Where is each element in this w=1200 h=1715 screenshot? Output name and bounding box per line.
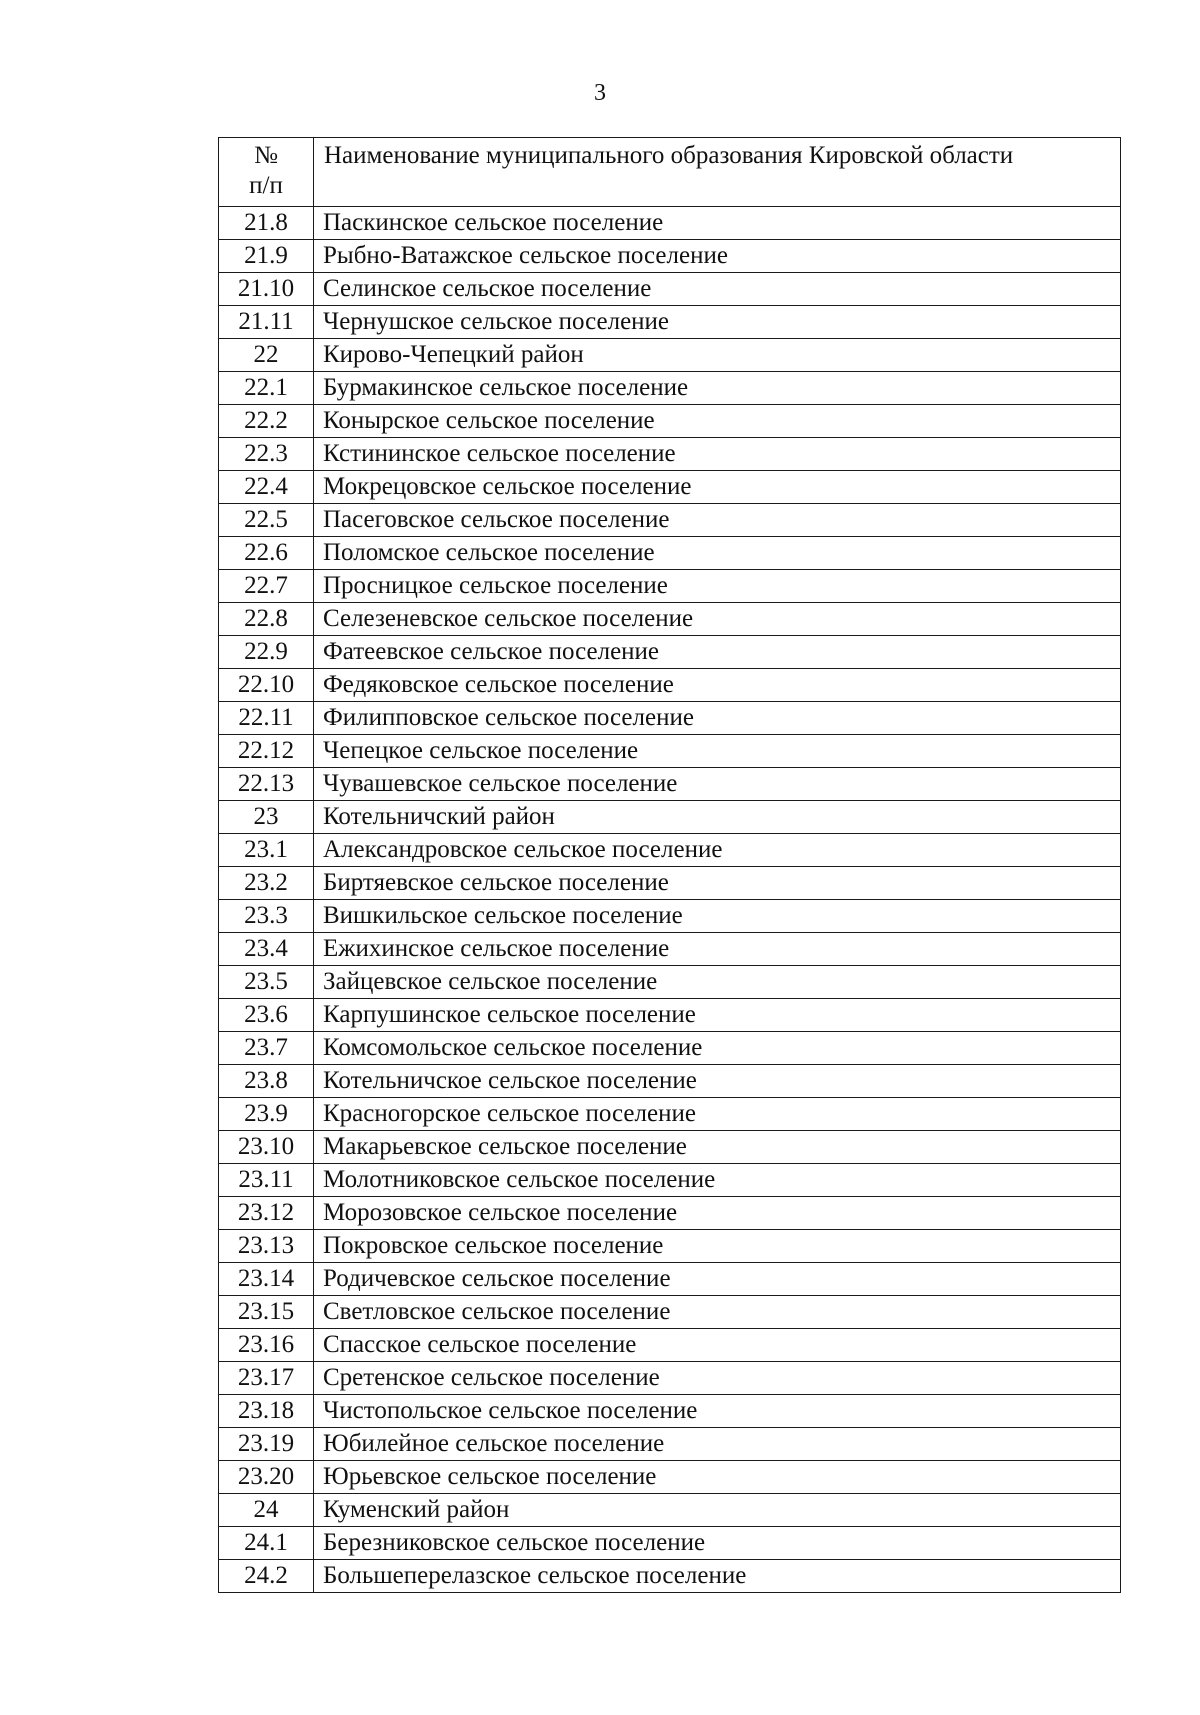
row-number: 23.6 — [219, 999, 314, 1032]
row-number: 21.10 — [219, 273, 314, 306]
row-number: 22.13 — [219, 768, 314, 801]
table-row — [219, 1131, 1121, 1164]
row-number: 22.6 — [219, 537, 314, 570]
municipalities-table — [218, 137, 1121, 1593]
municipality-name: Котельничский район — [314, 801, 1121, 834]
table-row — [219, 603, 1121, 636]
municipality-name: Спасское сельское поселение — [314, 1329, 1121, 1362]
table-row — [219, 1296, 1121, 1329]
row-number: 23.14 — [219, 1263, 314, 1296]
row-number: 23.9 — [219, 1098, 314, 1131]
row-number: 22.7 — [219, 570, 314, 603]
municipality-name: Чистопольское сельское поселение — [314, 1395, 1121, 1428]
table-row — [219, 339, 1121, 372]
municipality-name: Куменский район — [314, 1494, 1121, 1527]
row-number: 22.8 — [219, 603, 314, 636]
municipality-name: Мокрецовское сельское поселение — [314, 471, 1121, 504]
row-number: 23.19 — [219, 1428, 314, 1461]
table-row — [219, 867, 1121, 900]
municipality-name: Кирово-Чепецкий район — [314, 339, 1121, 372]
row-number: 23 — [219, 801, 314, 834]
municipality-name: Комсомольское сельское поселение — [314, 1032, 1121, 1065]
table-row — [219, 372, 1121, 405]
row-number: 23.2 — [219, 867, 314, 900]
row-number: 23.5 — [219, 966, 314, 999]
row-number: 22.3 — [219, 438, 314, 471]
municipality-name: Просницкое сельское поселение — [314, 570, 1121, 603]
table-row — [219, 1527, 1121, 1560]
table-row — [219, 1230, 1121, 1263]
table-row — [219, 636, 1121, 669]
municipality-name: Бурмакинское сельское поселение — [314, 372, 1121, 405]
table-row — [219, 735, 1121, 768]
municipality-name: Поломское сельское поселение — [314, 537, 1121, 570]
row-number: 22 — [219, 339, 314, 372]
table-row — [219, 1197, 1121, 1230]
municipality-name: Конырское сельское поселение — [314, 405, 1121, 438]
row-number: 23.1 — [219, 834, 314, 867]
municipality-name: Филипповское сельское поселение — [314, 702, 1121, 735]
column-header-number-symbol: № — [254, 142, 278, 169]
table-row — [219, 1395, 1121, 1428]
table-row — [219, 1560, 1121, 1593]
table-row — [219, 1065, 1121, 1098]
table-row — [219, 669, 1121, 702]
row-number: 21.8 — [219, 207, 314, 240]
table-row — [219, 1428, 1121, 1461]
municipality-name: Рыбно-Ватажское сельское поселение — [314, 240, 1121, 273]
table-row — [219, 1461, 1121, 1494]
municipality-name: Карпушинское сельское поселение — [314, 999, 1121, 1032]
row-number: 23.11 — [219, 1164, 314, 1197]
table-row — [219, 1263, 1121, 1296]
table-row — [219, 999, 1121, 1032]
row-number: 22.1 — [219, 372, 314, 405]
municipality-name: Чепецкое сельское поселение — [314, 735, 1121, 768]
row-number: 23.20 — [219, 1461, 314, 1494]
table-header-row — [219, 138, 1121, 207]
table-row — [219, 933, 1121, 966]
municipality-name: Паскинское сельское поселение — [314, 207, 1121, 240]
table-row — [219, 570, 1121, 603]
row-number: 22.12 — [219, 735, 314, 768]
row-number: 23.12 — [219, 1197, 314, 1230]
table-row — [219, 966, 1121, 999]
column-header-number-abbr: п/п — [249, 172, 283, 199]
row-number: 23.7 — [219, 1032, 314, 1065]
municipality-name: Фатеевское сельское поселение — [314, 636, 1121, 669]
municipality-name: Березниковское сельское поселение — [314, 1527, 1121, 1560]
row-number: 22.5 — [219, 504, 314, 537]
row-number: 21.9 — [219, 240, 314, 273]
municipality-name: Юрьевское сельское поселение — [314, 1461, 1121, 1494]
municipality-name: Чувашевское сельское поселение — [314, 768, 1121, 801]
municipality-name: Покровское сельское поселение — [314, 1230, 1121, 1263]
table-row — [219, 1329, 1121, 1362]
municipality-name: Котельничское сельское поселение — [314, 1065, 1121, 1098]
municipality-name: Ежихинское сельское поселение — [314, 933, 1121, 966]
table-row — [219, 1032, 1121, 1065]
table-row — [219, 1494, 1121, 1527]
row-number: 23.18 — [219, 1395, 314, 1428]
municipality-name: Юбилейное сельское поселение — [314, 1428, 1121, 1461]
municipality-name: Макарьевское сельское поселение — [314, 1131, 1121, 1164]
municipality-name: Молотниковское сельское поселение — [314, 1164, 1121, 1197]
row-number: 23.10 — [219, 1131, 314, 1164]
municipality-name: Чернушское сельское поселение — [314, 306, 1121, 339]
municipality-name: Морозовское сельское поселение — [314, 1197, 1121, 1230]
municipality-name: Селинское сельское поселение — [314, 273, 1121, 306]
table-row — [219, 273, 1121, 306]
row-number: 22.11 — [219, 702, 314, 735]
table-row — [219, 768, 1121, 801]
table-body — [219, 207, 1121, 1593]
row-number: 22.10 — [219, 669, 314, 702]
row-number: 23.16 — [219, 1329, 314, 1362]
row-number: 22.2 — [219, 405, 314, 438]
row-number: 22.4 — [219, 471, 314, 504]
table-row — [219, 207, 1121, 240]
table-row — [219, 438, 1121, 471]
municipality-name: Кстининское сельское поселение — [314, 438, 1121, 471]
row-number: 23.3 — [219, 900, 314, 933]
municipality-name: Пасеговское сельское поселение — [314, 504, 1121, 537]
table-row — [219, 504, 1121, 537]
row-number: 22.9 — [219, 636, 314, 669]
page-number: 3 — [594, 80, 606, 106]
table-row — [219, 801, 1121, 834]
table-row — [219, 1098, 1121, 1131]
table-row — [219, 240, 1121, 273]
table-row — [219, 900, 1121, 933]
table-row — [219, 702, 1121, 735]
table-row — [219, 306, 1121, 339]
column-header-name: Наименование муниципального образования Кировской области — [314, 138, 1121, 207]
municipality-name: Красногорское сельское поселение — [314, 1098, 1121, 1131]
municipality-name: Селезеневское сельское поселение — [314, 603, 1121, 636]
table-row — [219, 405, 1121, 438]
municipality-name: Вишкильское сельское поселение — [314, 900, 1121, 933]
row-number: 23.8 — [219, 1065, 314, 1098]
municipality-name: Большеперелазское сельское поселение — [314, 1560, 1121, 1593]
municipality-name: Зайцевское сельское поселение — [314, 966, 1121, 999]
table-row — [219, 537, 1121, 570]
municipality-name: Федяковское сельское поселение — [314, 669, 1121, 702]
row-number: 21.11 — [219, 306, 314, 339]
column-header-number — [219, 138, 314, 207]
row-number: 24.2 — [219, 1560, 314, 1593]
row-number: 23.4 — [219, 933, 314, 966]
row-number: 23.13 — [219, 1230, 314, 1263]
municipality-name: Биртяевское сельское поселение — [314, 867, 1121, 900]
row-number: 24 — [219, 1494, 314, 1527]
row-number: 23.15 — [219, 1296, 314, 1329]
municipality-name: Александровское сельское поселение — [314, 834, 1121, 867]
municipality-name: Сретенское сельское поселение — [314, 1362, 1121, 1395]
table-row — [219, 471, 1121, 504]
table-row — [219, 834, 1121, 867]
row-number: 23.17 — [219, 1362, 314, 1395]
table-row — [219, 1164, 1121, 1197]
table-row — [219, 1362, 1121, 1395]
row-number: 24.1 — [219, 1527, 314, 1560]
municipality-name: Светловское сельское поселение — [314, 1296, 1121, 1329]
municipality-name: Родичевское сельское поселение — [314, 1263, 1121, 1296]
